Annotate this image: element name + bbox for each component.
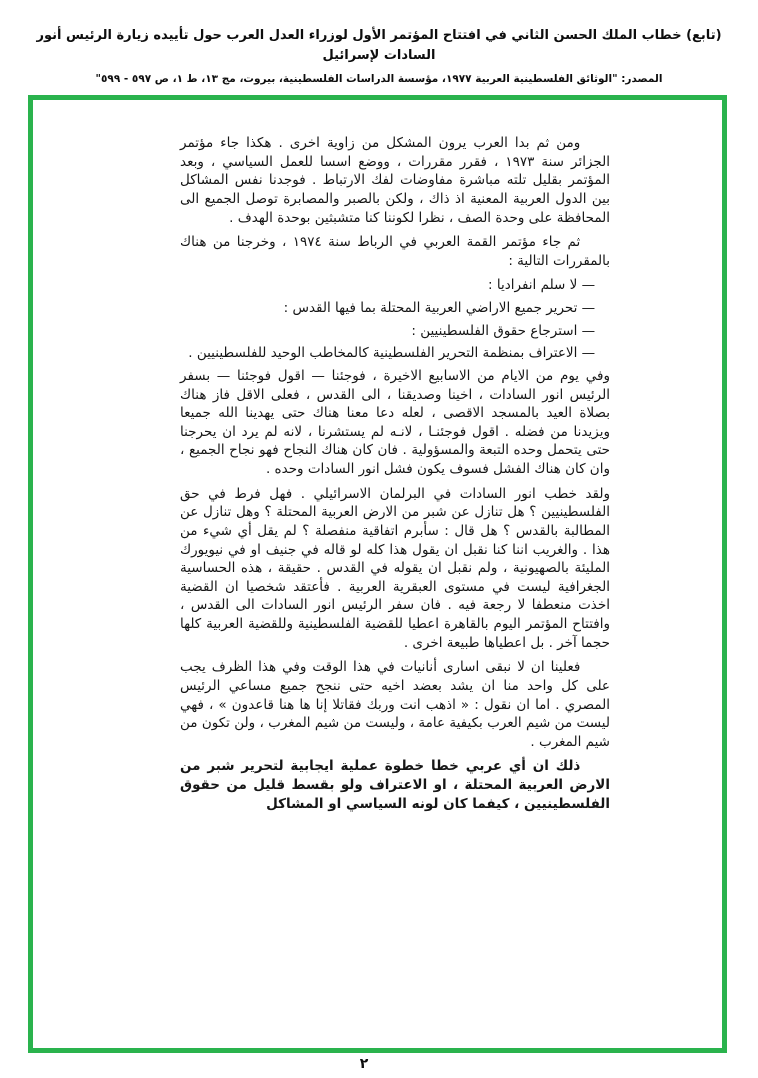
body-paragraph: ومن ثم بدا العرب يرون المشكل من زاوية اخرى . هكذا جاء مؤتمر الجزائر سنة ١٩٧٣ ، فقرر مقررات ، ووضع اسسا للعمل السياسي ، وبعد المؤتمر بقليل تلته مباشرة مفاوضات لفك الارتباط . فوجدنا نفس المشاكل بين الدول العربية المعنية اذ ذاك ، ولكن بالصبر والمصابرة توصل الجميع الى المحافظة على وحدة الصف ، نظرا لكوننا كنا متشبثين بوحدة الهدف . bbox=[180, 135, 610, 226]
page-border-frame bbox=[28, 95, 727, 1053]
document-body bbox=[180, 134, 610, 819]
resolution-list-item: — الاعتراف بمنظمة التحرير الفلسطينية كالمخاطب الوحيد للفلسطينيين . bbox=[188, 345, 596, 362]
body-paragraph: ذلك ان أي عربي خطا خطوة عملية ايجابية لتحرير شبر من الارض العربية المحتلة ، او الاعتراف ولو بقسط قليل من حقوق الفلسطينيين ، كيفما كان لونه السياسي او المشاكل bbox=[180, 758, 610, 812]
body-paragraph: فعلينا ان لا نبقى اسارى أنانيات في هذا الوقت وفي هذا الظرف يجب على كل واحد منا ان يشد بعضد اخيه حتى ننجح جميع مساعي الرئيس المصري . اما ان نقول : « اذهب انت وربك فقاتلا إنا ها هنا قاعدون » ، فهي ليست من شيم العرب بكيفية عامة ، وليست من شيم المغرب ، ولن تكون من شيم المغرب . bbox=[180, 659, 610, 750]
body-paragraph: وفي يوم من الايام من الاسابيع الاخيرة ، فوجئنا — اقول فوجئنا — بسفر الرئيس انور السادات ، اخينا وصديقنا ، الى القدس ، فعلى الاقل فاز هناك بصلاة العيد بالمسجد الاقصى ، لعله دعا معنا هناك حتى يهدينا الله جميعا ويزيدنا من فضله . اقول فوجئنـا ، لانـه لم يستشرنا ، لانه لم يرد ان يحرجنا حتى يتحمل وحده التبعة والمسؤولية . فان كان هناك النجاح فهو نجاح الجميع ، وان كان هناك الفشل فسوف يكون فشل انور السادات وحده . bbox=[180, 367, 610, 477]
body-paragraph: ولقد خطب انور السادات في البرلمان الاسرائيلي . فهل فرط في حق الفلسطينيين ؟ هل تنازل عن شبر من الارض العربية المحتلة ؟ وهل تنازل عن المطالبة بالقدس ؟ هل قال : سأبرم اتفاقية منفصلة ؟ لم يقل أي شيء من هذا . والغريب اننا كنا نقبل ان يقول هذا كله لو قاله في جنيف او في نيويورك المليئة بالصهيونية ، ولم نقبل ان يقوله في القدس . حقيقة ، هذه الحساسية الجغرافية ليست في مستوى العبقرية العربية . فأعتقد شخصيا ان القضية اخذت منعطفا لا رجعة فيه . فان سفر الرئيس انور السادات الى القدس ، وافتتاح المؤتمر اليوم بالقاهرة اعطيا للقضية الفلسطينية وللقضية العربية كلها حجما آخر . بل اعطياها طبيعة اخرى . bbox=[180, 485, 610, 651]
source-citation: المصدر: "الوثائق الفلسطينية العربية ١٩٧٧، مؤسسة الدراسات الفلسطينية، بيروت، مج ١٣، ط ١، ص ٥٩٧ - ٥٩٩" bbox=[95, 73, 663, 86]
document-header bbox=[12, 26, 746, 85]
body-paragraph: ثم جاء مؤتمر القمة العربي في الرباط سنة ١٩٧٤ ، وخرجنا من هناك بالمقررات التالية : bbox=[180, 234, 610, 269]
resolution-list-item: — لا سلم انفراديا : bbox=[488, 277, 596, 294]
resolution-list-item: — تحرير جميع الاراضي العربية المحتلة بما فيها القدس : bbox=[283, 300, 596, 316]
resolution-list-item: — استرجاع حقوق الفلسطينيين : bbox=[411, 322, 596, 339]
document-title: (تابع) خطاب الملك الحسن الثاني في افتتاح المؤتمر الأول لوزراء العدل العرب حول تأييده زيارة الرئيس أنور السادات لإسرائيل bbox=[36, 28, 722, 64]
page-number: ٢ bbox=[359, 1056, 369, 1072]
